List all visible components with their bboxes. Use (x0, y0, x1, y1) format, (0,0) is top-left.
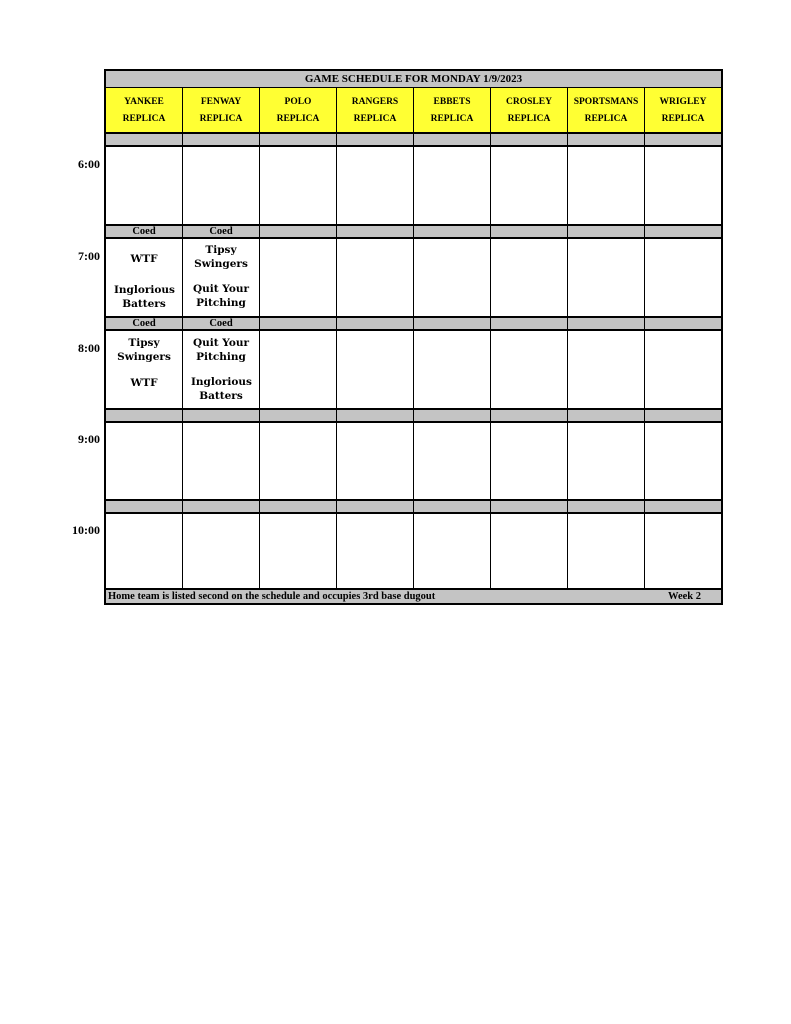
game-cell (183, 147, 260, 224)
game-cell (260, 331, 337, 408)
game-cell (337, 514, 414, 590)
division-label: Coed (183, 318, 260, 329)
division-label: Coed (183, 226, 260, 237)
time-label-7: 7:00 (78, 249, 100, 263)
division-bar-6 (106, 132, 721, 147)
field-header-row (106, 88, 721, 134)
field-header-ebbets: EBBETS REPLICA (414, 88, 491, 134)
time-label-10: 10:00 (72, 523, 100, 537)
game-cell (414, 239, 491, 316)
team-name: Quit Your Pitching (192, 337, 250, 363)
game-cell (491, 239, 568, 316)
game-cell-yankee-7 (106, 239, 183, 316)
team-name: Tipsy Swingers (117, 337, 171, 363)
schedule-footer (106, 588, 721, 603)
game-cell (337, 423, 414, 499)
game-cell (645, 514, 721, 590)
schedule-table (104, 69, 723, 605)
game-cell (491, 423, 568, 499)
slot-row-10 (106, 514, 721, 590)
slot-row-8 (106, 331, 721, 408)
game-cell-fenway-8 (183, 331, 260, 408)
time-label-6: 6:00 (78, 157, 100, 171)
field-header-fenway: FENWAY REPLICA (183, 88, 260, 134)
game-cell (183, 423, 260, 499)
team-name: Inglorious Batters (114, 284, 175, 310)
game-cell (645, 147, 721, 224)
game-cell (183, 514, 260, 590)
division-label: Coed (106, 226, 183, 237)
time-label-9: 9:00 (78, 432, 100, 446)
game-cell (568, 331, 645, 408)
slot-row-6 (106, 147, 721, 224)
division-bar-9 (106, 408, 721, 423)
team-name: Tipsy Swingers (194, 244, 248, 270)
game-cell (414, 423, 491, 499)
slot-row-7 (106, 239, 721, 316)
game-cell (260, 514, 337, 590)
field-header-polo: POLO REPLICA (260, 88, 337, 134)
field-header-yankee: YANKEE REPLICA (106, 88, 183, 134)
game-cell (106, 147, 183, 224)
game-cell (645, 239, 721, 316)
game-cell (337, 239, 414, 316)
game-cell (414, 514, 491, 590)
division-label: Coed (106, 318, 183, 329)
field-header-wrigley: WRIGLEY REPLICA (645, 88, 721, 134)
team-name: Quit Your Pitching (192, 283, 250, 309)
game-cell-fenway-7 (183, 239, 260, 316)
game-cell (106, 423, 183, 499)
game-cell (568, 239, 645, 316)
game-cell (568, 147, 645, 224)
team-name: WTF (130, 377, 158, 389)
slot-row-9 (106, 423, 721, 499)
team-name: WTF (130, 253, 158, 265)
game-cell (568, 423, 645, 499)
game-cell (645, 423, 721, 499)
game-cell (491, 514, 568, 590)
game-cell (414, 147, 491, 224)
game-cell (414, 331, 491, 408)
home-team-note: Home team is listed second on the schedule and occupies 3rd base dugout (108, 591, 436, 602)
team-name: Inglorious Batters (191, 376, 252, 402)
game-cell (260, 239, 337, 316)
week-label: Week 2 (668, 591, 701, 602)
game-cell (337, 331, 414, 408)
game-cell (260, 423, 337, 499)
field-header-crosley: CROSLEY REPLICA (491, 88, 568, 134)
schedule-title: GAME SCHEDULE FOR MONDAY 1/9/2023 (106, 71, 721, 88)
game-cell (260, 147, 337, 224)
game-cell (568, 514, 645, 590)
division-bar-7 (106, 224, 721, 239)
game-cell (106, 514, 183, 590)
field-header-sportsmans: SPORTSMANS REPLICA (568, 88, 645, 134)
game-cell (491, 331, 568, 408)
division-bar-10 (106, 499, 721, 514)
game-cell (645, 331, 721, 408)
time-label-8: 8:00 (78, 341, 100, 355)
division-bar-8 (106, 316, 721, 331)
field-header-rangers: RANGERS REPLICA (337, 88, 414, 134)
game-cell (491, 147, 568, 224)
game-cell (337, 147, 414, 224)
game-cell-yankee-8 (106, 331, 183, 408)
